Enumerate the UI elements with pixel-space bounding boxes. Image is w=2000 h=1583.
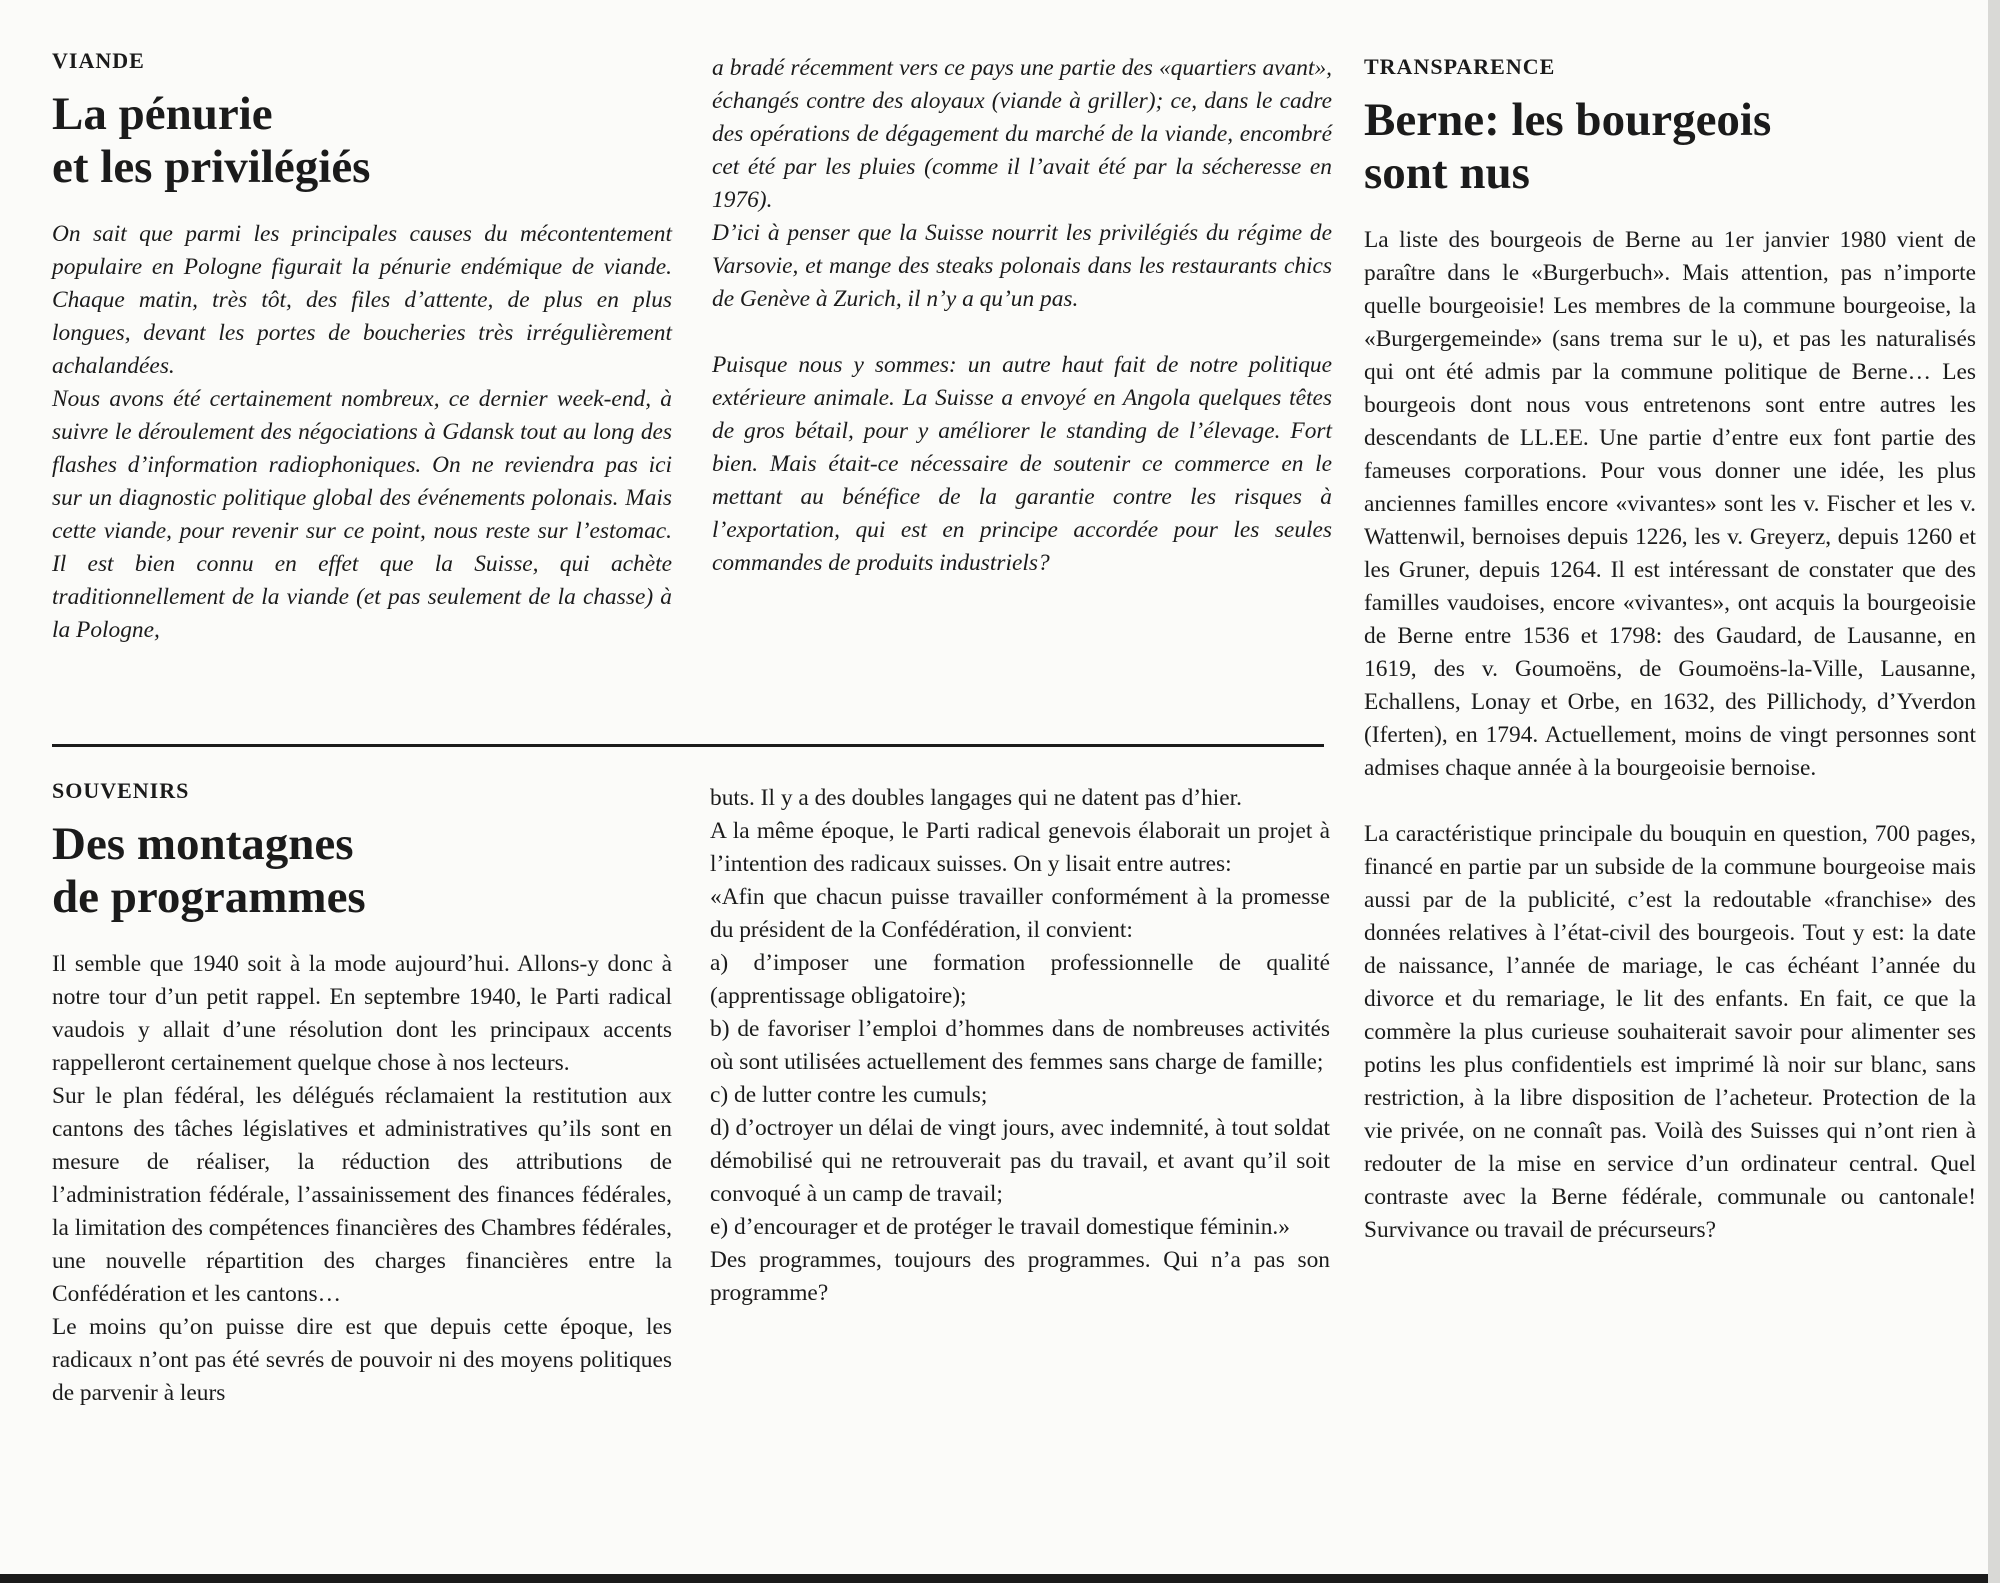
paragraph: Le moins qu’on puisse dire est que depuis cette époque, les radicaux n’ont pas été sevrés de pouvoir ni des moyens politiques de parvenir à leurs (52, 1314, 672, 1406)
souvenirs-column-2 (710, 782, 1330, 1310)
paragraph: A la même époque, le Parti radical genevois élaborait un projet à l’intention des radicaux suisses. On y lisait entre autres: (710, 818, 1330, 877)
paragraph: b) de favoriser l’emploi d’hommes dans de nombreuses activités où sont utilisées actuellement des femmes sans charge de famille; (710, 1016, 1330, 1075)
bottom-border (0, 1574, 2000, 1583)
paragraph: c) de lutter contre les cumuls; (710, 1082, 988, 1108)
kicker-souvenirs: SOUVENIRS (52, 778, 190, 803)
paragraph: Puisque nous y sommes: un autre haut fait de notre politique extérieure animale. La Suisse a envoyé en Angola quelques têtes de gros bétail, pour y améliorer le standing de l’élevage. Fort bien. Mais était-ce nécessaire de soutenir ce commerce en le mettant au bénéfice de la garantie contre les risques à l’exportation, qui est en principe accordée pour les seules commandes de produits industriels? (712, 352, 1332, 576)
article-transparence (1364, 54, 1976, 1247)
headline-viande (52, 88, 672, 194)
headline-souvenirs-line1: Des montagnes (52, 818, 354, 870)
paragraph: La liste des bourgeois de Berne au 1er janvier 1980 vient de paraître dans le «Burgerbuch». Mais attention, pas n’importe quelle bourgeoisie! Les membres de la commune bourgeoise, la «Burgergemeinde» (sans trema sur le u), et pas les naturalisés qui ont été admis par la commune politique de Berne… Les bourgeois dont nous vous entretenons sont entre autres les descendants de LL.EE. Une partie d’entre eux font partie des fameuses corporations. Pour vous donner une idée, les plus anciennes familles encore «vivantes» sont les v. Fischer et les v. Wattenwil, bernoises depuis 1226, les v. Greyerz, depuis 1260 et les Gruner, depuis 1264. Il est intéressant de constater que des familles vaudoises, encore «vivantes», ont acquis la bourgeoisie de Berne entre 1536 et 1798: des Gaudard, de Lausanne, en 1619, des v. Goumoëns, de Goumoëns-la-Ville, Lausanne, Echallens, Lonay et Orbe, en 1632, des Pillichody, d’Yverdon (Iferten), en 1794. Actuellement, moins de vingt personnes sont admises chaque année à la bourgeoisie bernoise. (1364, 227, 1976, 781)
paragraph: Nous avons été certainement nombreux, ce dernier week-end, à suivre le déroulement des négociations à Gdansk tout au long des flashes d’information radiophoniques. On ne reviendra pas ici sur un diagnostic politique global des événements polonais. Mais cette viande, pour revenir sur ce point, nous reste sur l’estomac. Il est bien connu en effet que la Suisse, qui achète traditionnellement de la viande (et pas seulement de la chasse) à la Pologne, (52, 386, 672, 643)
article-souvenirs (52, 778, 672, 1410)
paragraph: On sait que parmi les principales causes du mécontentement populaire en Pologne figurait la pénurie endémique de viande. Chaque matin, très tôt, des files d’attente, de plus en plus longues, devant les portes de boucheries très irrégulièrement achalandées. (52, 221, 672, 379)
paragraph: e) d’encourager et de protéger le travail domestique féminin.» (710, 1214, 1290, 1240)
kicker-transparence: TRANSPARENCE (1364, 54, 1556, 79)
paragraph: Sur le plan fédéral, les délégués réclamaient la restitution aux cantons des tâches législatives et administratives qu’ils sont en mesure de réaliser, la réduction des attributions de l’administration fédérale, l’assainissement des finances fédérales, la limitation des compétences financières des Chambres fédérales, une nouvelle répartition des charges financières entre la Confédération et les cantons… (52, 1083, 672, 1307)
paragraph: Il semble que 1940 soit à la mode aujourd’hui. Allons-y donc à notre tour d’un petit rappel. En septembre 1940, le Parti radical vaudois y allait d’une résolution dont les principaux accents rappelleront certainement quelque chose à nos lecteurs. (52, 951, 672, 1076)
section-divider (52, 744, 1324, 747)
headline-viande-line2: et les privilégiés (52, 141, 371, 193)
paragraph: D’ici à penser que la Suisse nourrit les privilégiés du régime de Varsovie, et mange des steaks polonais dans les restaurants chics de Genève à Zurich, il n’y a qu’un pas. (712, 220, 1332, 312)
viande-column-1 (52, 218, 672, 647)
transparence-column (1364, 224, 1976, 1247)
paragraph: La caractéristique principale du bouquin en question, 700 pages, financé en partie par un subside de la commune bourgeoise mais aussi par de la publicité, c’est la redoutable «franchise» des données relatives à l’état-civil des bourgeois. Tout y est: la date de naissance, l’année de mariage, le cas échéant l’année du divorce et du remariage, le lit des enfants. En fait, ce que la commère la plus curieuse souhaiterait savoir pour alimenter ses potins les plus confidentiels est imprimé là noir sur blanc, sans restriction, à la libre disposition de l’acheteur. Protection de la vie privée, on ne connaît pas. Voilà des Suisses qui n’ont rien à redouter de la mise en service d’un ordinateur central. Quel contraste avec la Berne fédérale, communale ou cantonale! Survivance ou travail de précurseurs? (1364, 821, 1976, 1243)
headline-transparence-line1: Berne: les bourgeois (1364, 94, 1772, 146)
headline-transparence (1364, 94, 1976, 200)
paragraph: d) d’octroyer un délai de vingt jours, avec indemnité, à tout soldat démobilisé qui ne retrouverait pas du travail, et avant qu’il soit convoqué à un camp de travail; (710, 1115, 1330, 1207)
right-page-edge (1988, 0, 2000, 1583)
paragraph-gap (712, 316, 1332, 349)
paragraph: buts. Il y a des doubles langages qui ne datent pas d’hier. (710, 785, 1243, 811)
article-viande (52, 48, 672, 647)
paragraph: a) d’imposer une formation professionnelle de qualité (apprentissage obligatoire); (710, 950, 1330, 1009)
headline-viande-line1: La pénurie (52, 88, 273, 140)
paragraph-gap (1364, 785, 1976, 818)
souvenirs-column-1 (52, 948, 672, 1410)
headline-transparence-line2: sont nus (1364, 147, 1530, 199)
headline-souvenirs-line2: de programmes (52, 871, 366, 923)
paragraph: a bradé récemment vers ce pays une partie des «quartiers avant», échangés contre des aloyaux (viande à griller); ce, dans le cadre des opérations de dégagement du marché de la viande, encombré cet été par les pluies (comme il l’avait été par la sécheresse en 1976). (712, 55, 1332, 213)
viande-column-2 (712, 52, 1332, 580)
paragraph: Des programmes, toujours des programmes. Qui n’a pas son programme? (710, 1247, 1330, 1306)
kicker-viande: VIANDE (52, 48, 145, 73)
headline-souvenirs (52, 818, 672, 924)
paragraph: «Afin que chacun puisse travailler conformément à la promesse du président de la Confédération, il convient: (710, 884, 1330, 943)
